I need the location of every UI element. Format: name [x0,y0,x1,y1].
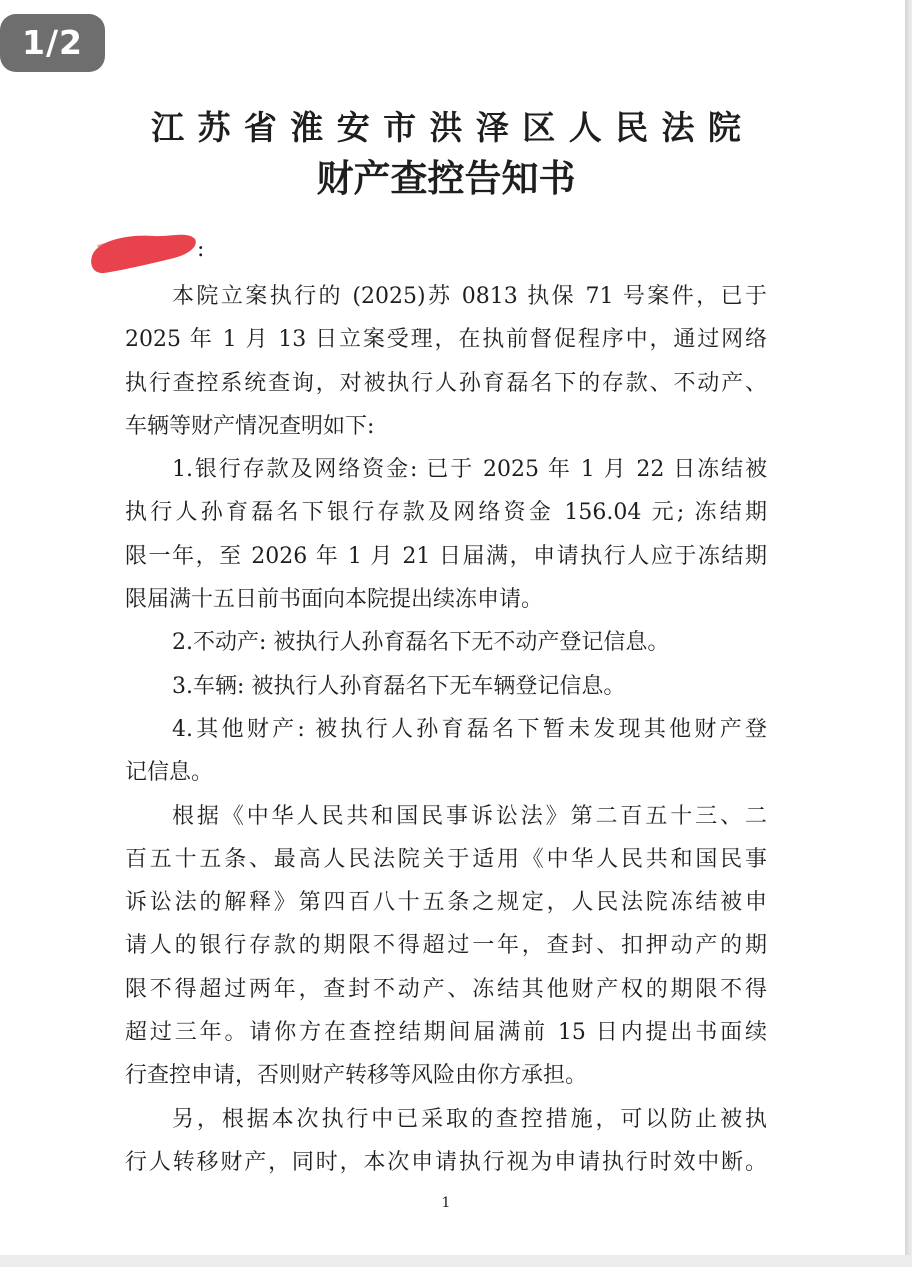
item-other-property [125,708,767,795]
text-line: 3.车辆: 被执行人孙育磊名下无车辆登记信息。 [172,673,626,699]
text-line: 百五十五条、最高人民法院关于适用《中华人民共和国民事 [125,846,767,872]
salutation: : [197,237,205,262]
text-line: 记信息。 [125,760,214,786]
paragraph-legal-basis [125,795,767,1098]
text-line: 超过三年。请你方在查控结期间届满前 15 日内提出书面续 [125,1020,767,1046]
text-line: 限届满十五日前书面向本院提出续冻申请。 [125,587,544,613]
text-line: 4.其他财产: 被执行人孙育磊名下暂未发现其他财产登 [172,716,767,742]
text-line: 行查控申请，否则财产转移等风险由你方承担。 [125,1063,588,1089]
text-line: 执行查控系统查询，对被执行人孙育磊名下的存款、不动产、 [125,370,767,396]
text-line: 诉讼法的解释》第四百八十五条之规定，人民法院冻结被申 [125,890,767,916]
text-line: 执行人孙育磊名下银行存款及网络资金 156.04 元; 冻结期 [125,500,767,526]
text-line: 请人的银行存款的期限不得超过一年，查封、扣押动产的期 [125,933,767,959]
notice-body [125,275,767,1184]
text-line: 限一年，至 2026 年 1 月 21 日届满，申请执行人应于冻结期 [125,543,767,569]
text-line: 1.银行存款及网络资金: 已于 2025 年 1 月 22 日冻结被 [172,457,767,483]
page-indicator: 1/2 [0,14,105,72]
text-line: 车辆等财产情况查明如下: [125,413,375,439]
text-line: 行人转移财产，同时，本次申请执行视为申请执行时效中断。 [125,1149,767,1175]
text-line: 另，根据本次执行中已采取的查控措施，可以防止被执 [172,1106,767,1132]
item-vehicles [125,665,767,708]
page-edge-bottom [0,1255,912,1267]
redaction-mark [88,226,200,276]
item-real-estate [125,621,767,664]
text-line: 根据《中华人民共和国民事诉讼法》第二百五十三、二 [172,803,767,829]
paragraph-additional-note [125,1098,767,1185]
document-title: 财产查控告知书 [316,156,576,200]
page-edge-right [905,0,912,1267]
item-bank-deposits [125,448,767,621]
paragraph-intro [125,275,767,448]
text-line: 2025 年 1 月 13 日立案受理，在执前督促程序中，通过网络 [125,327,767,353]
text-line: 限不得超过两年，查封不动产、冻结其他财产权的期限不得 [125,976,767,1002]
court-name: 江苏省淮安市洪泽区人民法院 [151,108,755,147]
page-number: 1 [441,1195,451,1211]
text-line: 2.不动产: 被执行人孙育磊名下无不动产登记信息。 [172,630,670,656]
text-line: 本院立案执行的 (2025)苏 0813 执保 71 号案件，已于 [172,284,767,309]
